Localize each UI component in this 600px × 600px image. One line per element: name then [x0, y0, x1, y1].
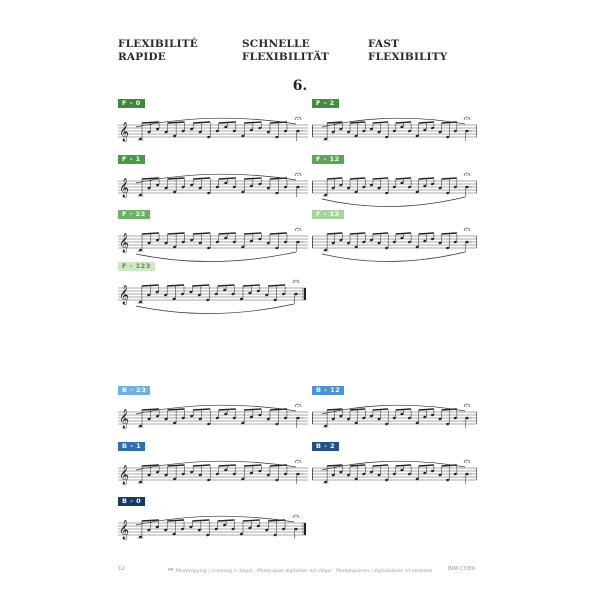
header-french — [118, 38, 198, 64]
staff — [118, 222, 308, 266]
music-system — [312, 442, 477, 492]
svg-text:𝄞: 𝄞 — [119, 178, 130, 198]
header-english — [368, 38, 448, 64]
svg-text:𝄞: 𝄞 — [119, 465, 130, 485]
music-system — [312, 155, 477, 205]
staff — [312, 454, 477, 498]
header-english-line1: FAST — [368, 38, 400, 50]
svg-text:𝄞: 𝄞 — [119, 233, 130, 253]
fingering-label: B - 2 — [312, 442, 339, 451]
header-french-line2: RAPIDE — [118, 51, 166, 63]
fingering-label: B - 0 — [118, 497, 145, 506]
header-german-line2: FLEXIBILITÄT — [242, 51, 330, 63]
staff — [312, 167, 477, 211]
fingering-label: F - 13 — [312, 210, 344, 219]
fingering-label: B - 1 — [118, 442, 145, 451]
staff — [118, 454, 308, 498]
staff — [118, 274, 306, 318]
svg-text:𝄞: 𝄞 — [119, 520, 130, 540]
header-german — [242, 38, 329, 64]
staff — [118, 398, 308, 442]
fingering-label: F - 1 — [118, 155, 145, 164]
staff — [118, 167, 308, 211]
header-french-line1: FLEXIBILITÉ — [118, 38, 198, 50]
staff — [312, 398, 477, 442]
music-system — [118, 386, 308, 436]
staff — [312, 222, 477, 266]
music-system — [312, 386, 477, 436]
fingering-label: F - 12 — [312, 155, 344, 164]
staff — [118, 509, 306, 553]
staff — [118, 111, 308, 155]
fingering-label: F - 123 — [118, 262, 155, 271]
music-system — [118, 442, 308, 492]
fingering-label: F - 2 — [312, 99, 339, 108]
svg-text:𝄞: 𝄞 — [119, 285, 130, 305]
fingering-label: B - 12 — [312, 386, 344, 395]
catalog-number: BIM CO89 — [448, 566, 476, 572]
header-german-line1: SCHNELLE — [242, 38, 310, 50]
staff — [312, 111, 477, 155]
music-system — [118, 99, 308, 149]
music-system — [118, 497, 306, 547]
svg-text:𝄞: 𝄞 — [119, 409, 130, 429]
header-english-line2: FLEXIBILITY — [368, 51, 448, 63]
exercise-number: 6. — [292, 78, 308, 94]
fingering-label: F - 0 — [118, 99, 145, 108]
music-system — [118, 155, 308, 205]
music-system — [312, 99, 477, 149]
music-system — [312, 210, 477, 260]
copyright-notice — [168, 566, 432, 574]
music-system — [118, 210, 308, 260]
page-number: 12 — [118, 566, 125, 572]
svg-text:𝄞: 𝄞 — [119, 122, 130, 142]
no-copy-icon: ✂ — [168, 566, 174, 574]
music-system — [118, 262, 306, 312]
copyright-notice-text: Photocopying / scanning is illegal · Photocopier-digitaliser est illégal · Photokopieren / digitalisieren ist verboten — [175, 569, 433, 574]
fingering-label: F - 23 — [118, 210, 150, 219]
fingering-label: B - 23 — [118, 386, 150, 395]
